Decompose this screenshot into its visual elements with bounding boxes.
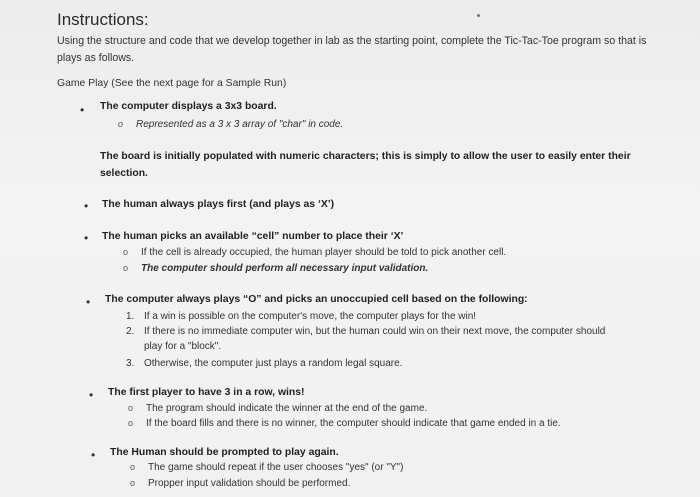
bullet-1-paragraph: The board is initially populated with numeric characters; this is simply to allow the user to easily enter their selection.: [100, 151, 631, 179]
bullet-5-sub-1: [128, 403, 427, 414]
bullet-6-text: The Human should be prompted to play again.: [110, 447, 339, 458]
sub-text: The game should repeat if the user chooses "yes" (or "Y"): [148, 462, 404, 473]
page-title: Instructions:: [57, 10, 149, 29]
sub-text: Propper input validation should be performed.: [148, 478, 351, 489]
bullet-4-item-2: 2. If there is no immediate computer win, but the human could win on their next move, the computer should play for a "block".: [126, 324, 616, 354]
bullet-1-text: The computer displays a 3x3 board.: [100, 101, 277, 112]
bullet-3-text: The human picks an available “cell” number to place their ‘X’: [102, 231, 404, 242]
item-text: If there is no immediate computer win, but the human could win on their next move, the computer should play for a "block".: [144, 326, 606, 352]
game-play-heading: Game Play (See the next page for a Sample Run): [57, 78, 287, 89]
circle-bullet-icon: o: [123, 263, 129, 273]
circle-bullet-icon: o: [130, 462, 136, 472]
sub-text: Represented as a 3 x 3 array of "char" in code.: [136, 119, 344, 130]
bullet-icon: •: [89, 388, 94, 402]
bullet-3-sub-2: [123, 263, 428, 274]
bullet-icon: •: [80, 103, 85, 117]
item-text: Otherwise, the computer just plays a random legal square.: [144, 358, 403, 369]
bullet-icon: •: [86, 295, 91, 309]
speck: [477, 14, 480, 17]
bullet-4-item-1: 1. If a win is possible on the computer's move, the computer plays for the win!: [126, 311, 477, 322]
bullet-1-sub: [118, 119, 343, 130]
bullet-4-item-3: 3. Otherwise, the computer just plays a random legal square.: [126, 358, 403, 369]
bullet-2-text: The human always plays first (and plays as ‘X’): [102, 199, 335, 210]
sub-text: If the board fills and there is no winner, the computer should indicate that game ended in a tie.: [146, 418, 561, 429]
circle-bullet-icon: o: [130, 478, 136, 488]
bullet-icon: •: [84, 231, 89, 245]
circle-bullet-icon: o: [123, 247, 129, 257]
bullet-5-sub-2: [128, 418, 561, 429]
bullet-6-sub-2: [130, 478, 350, 489]
bullet-5-text: The first player to have 3 in a row, wins!: [108, 387, 305, 398]
bullet-4-text: The computer always plays “O” and picks an unoccupied cell based on the following:: [105, 294, 528, 305]
sub-text: The computer should perform all necessary input validation.: [141, 263, 429, 274]
intro-paragraph: Using the structure and code that we develop together in lab as the starting point, complete the Tic-Tac-Toe program so that is plays as follows.: [57, 35, 647, 64]
item-text: If a win is possible on the computer's move, the computer plays for the win!: [144, 311, 477, 322]
bullet-3-sub-1: [123, 247, 506, 258]
bullet-icon: •: [84, 199, 89, 213]
circle-bullet-icon: o: [128, 418, 134, 428]
bullet-icon: •: [91, 448, 96, 462]
circle-bullet-icon: o: [128, 403, 134, 413]
sub-text: If the cell is already occupied, the human player should be told to pick another cell.: [141, 247, 507, 258]
sub-text: The program should indicate the winner at the end of the game.: [146, 403, 428, 414]
bullet-6-sub-1: [130, 462, 403, 473]
circle-bullet-icon: o: [118, 119, 124, 129]
